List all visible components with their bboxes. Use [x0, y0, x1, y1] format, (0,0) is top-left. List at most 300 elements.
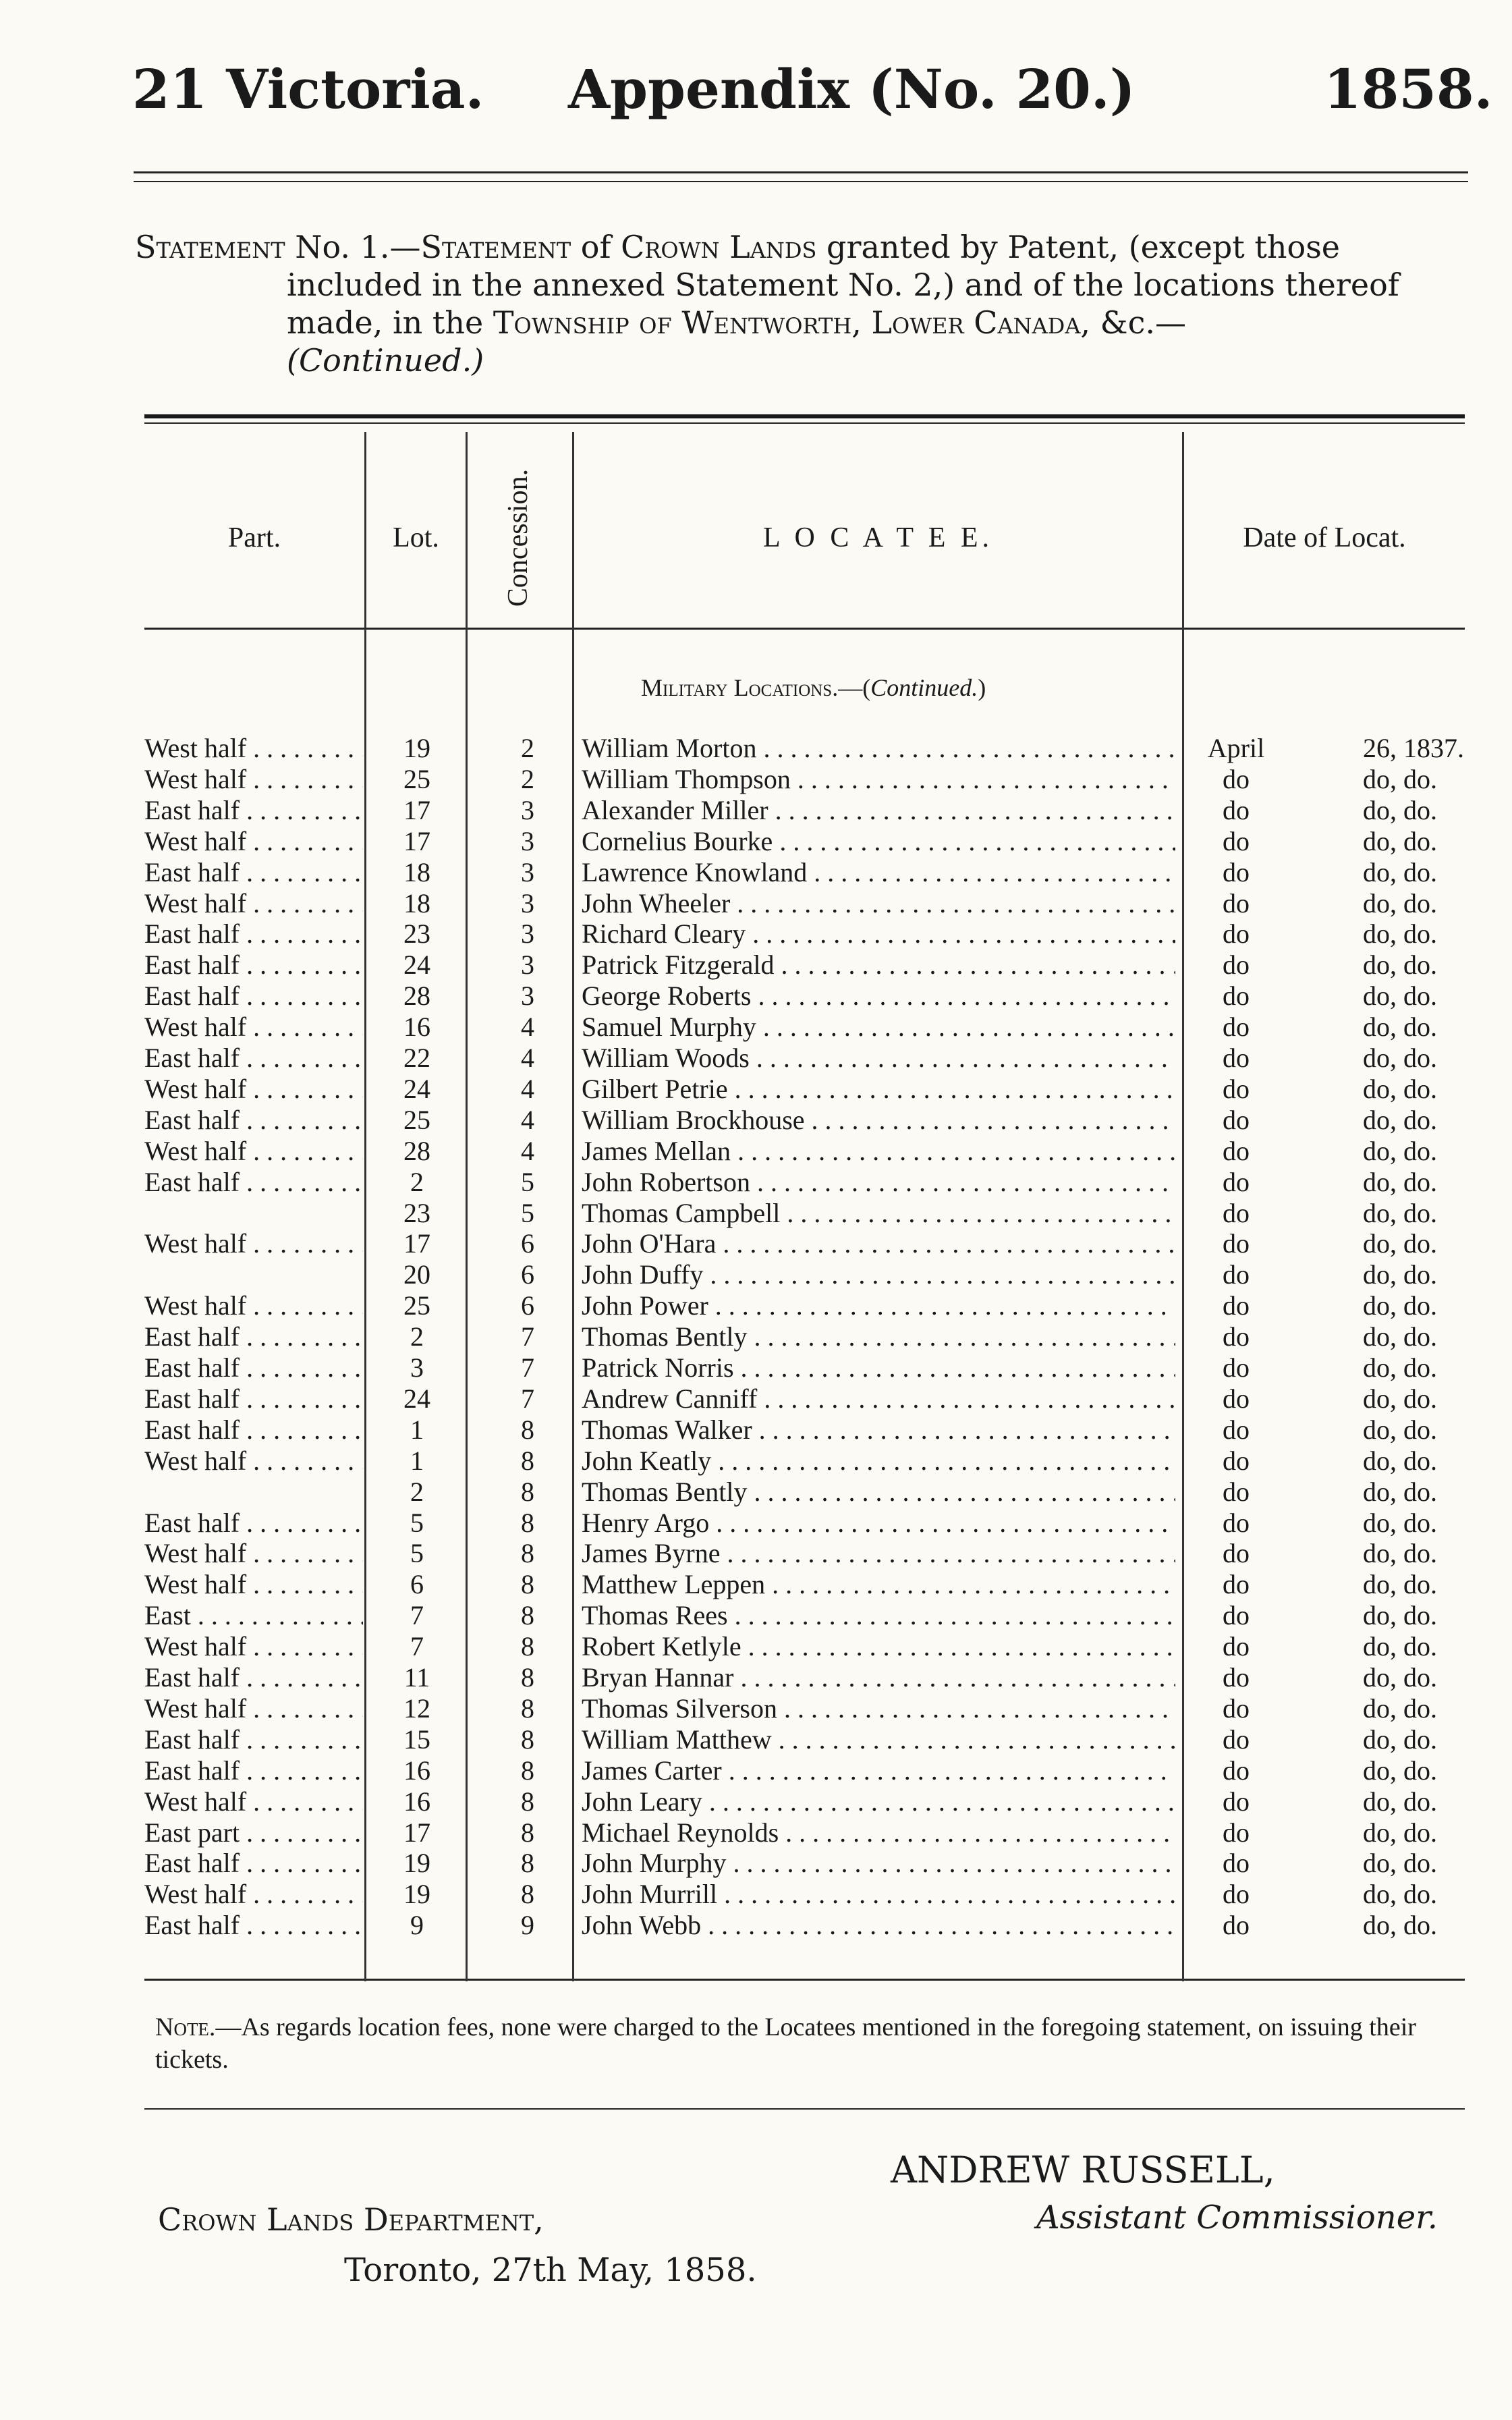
table-row [0, 1259, 1512, 1290]
table-row [0, 733, 1512, 764]
row-part: West half . . . [144, 1693, 363, 1724]
row-part: East half . . . [144, 1383, 363, 1414]
row-locatee: Matthew Leppen . . . [582, 1569, 1175, 1600]
table-row [0, 1105, 1512, 1136]
row-month: do [1223, 950, 1250, 980]
row-lot: 15 [403, 1724, 430, 1755]
row-day: do, [1363, 981, 1397, 1011]
row-day: do, [1363, 1259, 1397, 1290]
department: Crown Lands Department, [158, 2201, 544, 2238]
row-year: do. [1403, 1012, 1437, 1042]
row-locatee: George Roberts . . . [582, 981, 1175, 1012]
row-day: do, [1363, 1198, 1397, 1228]
statement-title [135, 228, 1467, 379]
row-concession: 4 [521, 1136, 534, 1166]
column-head-date: Date of Locat. [1243, 522, 1406, 553]
row-lot: 5 [410, 1538, 424, 1568]
row-month: do [1223, 1074, 1250, 1104]
row-year: do. [1403, 981, 1437, 1011]
header-rule-top [134, 171, 1468, 173]
row-year: do. [1403, 764, 1437, 794]
row-lot: 5 [410, 1508, 424, 1538]
row-concession: 8 [521, 1693, 534, 1724]
row-year: do. [1403, 1817, 1437, 1848]
row-year: do. [1403, 1043, 1437, 1073]
row-lot: 2 [410, 1167, 424, 1197]
row-year: do. [1403, 1352, 1437, 1383]
row-lot: 19 [403, 733, 430, 763]
row-month: do [1223, 1352, 1250, 1383]
row-concession: 3 [521, 888, 534, 918]
row-concession: 8 [521, 1538, 534, 1568]
row-concession: 8 [521, 1817, 534, 1848]
row-day: do, [1363, 888, 1397, 918]
row-year: do. [1403, 1383, 1437, 1414]
row-locatee: James Byrne . . . [582, 1538, 1175, 1569]
table-bottom-rule [144, 1979, 1465, 1981]
row-month: do [1223, 1538, 1250, 1568]
row-concession: 7 [521, 1383, 534, 1414]
row-month: do [1223, 1259, 1250, 1290]
title-line2: included in the annexed Statement No. 2,) and of the locations thereof [287, 267, 1399, 303]
row-day: do, [1363, 1755, 1397, 1786]
signer-title: Assistant Commissioner. [1036, 2199, 1438, 2236]
row-part: East half . . . [144, 857, 363, 888]
row-concession: 8 [521, 1569, 534, 1599]
row-day: do, [1363, 1383, 1397, 1414]
row-year: do. [1403, 795, 1437, 825]
row-locatee: Samuel Murphy . . . [582, 1012, 1175, 1043]
row-locatee: Thomas Rees . . . [582, 1600, 1175, 1631]
title-lead-rest: No. 1.— [285, 229, 421, 265]
row-locatee: John Robertson . . . [582, 1167, 1175, 1198]
note-text: —As regards location fees, none were charged to the Locatees mentioned in the foregoing statement, on issuing their tickets. [155, 2013, 1416, 2074]
table-row [0, 1569, 1512, 1600]
column-head-concession: Concession. [503, 468, 534, 607]
row-day: do, [1363, 1290, 1397, 1321]
row-part: East half . . . [144, 1662, 363, 1693]
row-month: do [1223, 1693, 1250, 1724]
row-day: do, [1363, 1136, 1397, 1166]
row-month: do [1223, 795, 1250, 825]
row-part: East half . . . [144, 1724, 363, 1755]
row-year: do. [1403, 1508, 1437, 1538]
row-lot: 28 [403, 981, 430, 1011]
row-locatee: Alexander Miller . . . [582, 795, 1175, 826]
table-row [0, 1167, 1512, 1198]
row-month: do [1223, 1012, 1250, 1042]
row-day: do, [1363, 1167, 1397, 1197]
row-locatee: Lawrence Knowland . . . [582, 857, 1175, 888]
row-locatee: Gilbert Petrie . . . [582, 1074, 1175, 1105]
table-row [0, 764, 1512, 795]
row-day: 26, [1363, 733, 1397, 763]
row-concession: 8 [521, 1755, 534, 1786]
row-locatee: Thomas Silverson . . . [582, 1693, 1175, 1724]
table-row [0, 1600, 1512, 1631]
table-row [0, 1074, 1512, 1105]
row-locatee: James Carter . . . [582, 1755, 1175, 1786]
row-concession: 3 [521, 950, 534, 980]
row-lot: 24 [403, 1074, 430, 1104]
row-part: East half . . . [144, 1352, 363, 1383]
row-day: do, [1363, 1043, 1397, 1073]
row-concession: 8 [521, 1414, 534, 1445]
row-concession: 3 [521, 918, 534, 949]
row-part: East half . . . [144, 1848, 363, 1879]
row-concession: 6 [521, 1259, 534, 1290]
row-lot: 17 [403, 795, 430, 825]
row-locatee: John Murrill . . . [582, 1879, 1175, 1910]
title-text1: of [571, 229, 621, 265]
row-lot: 16 [403, 1786, 430, 1817]
row-month: do [1223, 981, 1250, 1011]
row-day: do, [1363, 795, 1397, 825]
row-month: do [1223, 1136, 1250, 1166]
row-year: do. [1403, 1414, 1437, 1445]
row-year: do. [1403, 1074, 1437, 1104]
row-month: do [1223, 1848, 1250, 1878]
row-lot: 24 [403, 1383, 430, 1414]
row-month: do [1223, 1167, 1250, 1197]
table-row [0, 1352, 1512, 1383]
row-month: do [1223, 1755, 1250, 1786]
row-concession: 2 [521, 733, 534, 763]
table-row [0, 1817, 1512, 1848]
row-concession: 3 [521, 981, 534, 1011]
row-lot: 6 [410, 1569, 424, 1599]
table-row [0, 1414, 1512, 1446]
row-day: do, [1363, 1012, 1397, 1042]
row-concession: 8 [521, 1508, 534, 1538]
page-header-center: Appendix (No. 20.) [568, 57, 1136, 121]
title-statement: Statement [420, 229, 571, 265]
row-day: do, [1363, 1446, 1397, 1476]
row-part: East . . . [144, 1600, 363, 1631]
row-month: do [1223, 764, 1250, 794]
title-text2: granted by Patent, (except those [816, 229, 1341, 265]
note-bottom-rule [144, 2108, 1465, 2110]
row-year: do. [1403, 1693, 1437, 1724]
table-row [0, 1910, 1512, 1941]
row-year: do. [1403, 1786, 1437, 1817]
row-concession: 4 [521, 1074, 534, 1104]
row-lot: 12 [403, 1693, 430, 1724]
row-year: do. [1403, 1631, 1437, 1661]
row-part: East half . . . [144, 1105, 363, 1136]
row-year: do. [1403, 1105, 1437, 1135]
row-locatee: Patrick Norris . . . [582, 1352, 1175, 1383]
row-day: do, [1363, 1910, 1397, 1940]
row-month: do [1223, 1910, 1250, 1940]
row-lot: 24 [403, 950, 430, 980]
row-lot: 3 [410, 1352, 424, 1383]
row-month: do [1223, 888, 1250, 918]
row-part: East half . . . [144, 1321, 363, 1352]
row-concession: 2 [521, 764, 534, 794]
row-locatee: John Murphy . . . [582, 1848, 1175, 1879]
row-month: do [1223, 1105, 1250, 1135]
section-label-dash: —( [838, 674, 871, 701]
row-day: do, [1363, 1569, 1397, 1599]
row-month: do [1223, 1724, 1250, 1755]
row-year: do. [1403, 918, 1437, 949]
table-row [0, 1538, 1512, 1569]
page-header-left: 21 Victoria. [132, 57, 484, 121]
row-month: do [1223, 1569, 1250, 1599]
row-part: West half . . . [144, 1538, 363, 1569]
title-township: Township of Wentworth, Lower Canada, [493, 304, 1091, 341]
row-part: West half . . . [144, 733, 363, 764]
table-row [0, 1848, 1512, 1879]
row-concession: 8 [521, 1848, 534, 1878]
row-day: do, [1363, 1724, 1397, 1755]
table-row [0, 1228, 1512, 1259]
section-label-continued: Continued. [870, 674, 978, 701]
row-month: do [1223, 857, 1250, 887]
row-month: do [1223, 1879, 1250, 1909]
row-locatee: Bryan Hannar . . . [582, 1662, 1175, 1693]
row-locatee: William Morton . . . [582, 733, 1175, 764]
row-month: do [1223, 918, 1250, 949]
row-day: do, [1363, 1693, 1397, 1724]
row-part: West half . . . [144, 1290, 363, 1321]
row-year: do. [1403, 1228, 1437, 1259]
row-lot: 17 [403, 1817, 430, 1848]
section-label-end: ) [978, 674, 986, 701]
row-lot: 9 [410, 1910, 424, 1940]
row-day: do, [1363, 1352, 1397, 1383]
row-part: West half . . . [144, 1631, 363, 1662]
row-locatee: John Keatly . . . [582, 1446, 1175, 1477]
row-month: do [1223, 1043, 1250, 1073]
row-lot: 17 [403, 1228, 430, 1259]
table-row [0, 888, 1512, 919]
title-continued: (Continued.) [287, 342, 484, 379]
row-year: do. [1403, 1879, 1437, 1909]
row-concession: 7 [521, 1321, 534, 1352]
row-lot: 18 [403, 857, 430, 887]
row-locatee: John Webb . . . [582, 1910, 1175, 1941]
row-day: do, [1363, 1477, 1397, 1507]
row-part: East half . . . [144, 1910, 363, 1941]
row-part: East part . . . [144, 1817, 363, 1848]
row-lot: 2 [410, 1321, 424, 1352]
page-header-right: 1858. [1324, 57, 1493, 121]
table-row [0, 857, 1512, 888]
row-lot: 25 [403, 1290, 430, 1321]
row-lot: 20 [403, 1259, 430, 1290]
row-year: do. [1403, 1569, 1437, 1599]
row-concession: 9 [521, 1910, 534, 1940]
row-part: East half . . . [144, 1043, 363, 1074]
row-year: do. [1403, 1446, 1437, 1476]
row-lot: 7 [410, 1631, 424, 1661]
table-head-rule [144, 628, 1465, 630]
row-day: do, [1363, 1321, 1397, 1352]
row-concession: 3 [521, 857, 534, 887]
table-row [0, 1631, 1512, 1662]
row-lot: 17 [403, 826, 430, 856]
row-month: do [1223, 1600, 1250, 1630]
note-label: Note. [155, 2013, 216, 2041]
row-year: do. [1403, 1290, 1437, 1321]
table-row [0, 1043, 1512, 1074]
row-year: do. [1403, 826, 1437, 856]
row-lot: 25 [403, 764, 430, 794]
table-row [0, 1477, 1512, 1508]
row-day: do, [1363, 826, 1397, 856]
row-month: do [1223, 1477, 1250, 1507]
row-part: West half . . . [144, 1786, 363, 1817]
row-part: West half . . . [144, 1446, 363, 1477]
row-locatee: Richard Cleary . . . [582, 918, 1175, 950]
row-day: do, [1363, 1600, 1397, 1630]
row-year: do. [1403, 1477, 1437, 1507]
row-locatee: John Leary . . . [582, 1786, 1175, 1817]
table-row [0, 1508, 1512, 1539]
row-locatee: William Matthew . . . [582, 1724, 1175, 1755]
row-concession: 5 [521, 1198, 534, 1228]
row-part: West half . . . [144, 1879, 363, 1910]
table-row [0, 918, 1512, 950]
row-lot: 16 [403, 1012, 430, 1042]
row-concession: 8 [521, 1879, 534, 1909]
row-day: do, [1363, 764, 1397, 794]
row-month: do [1223, 1817, 1250, 1848]
row-locatee: James Mellan . . . [582, 1136, 1175, 1167]
row-locatee: Robert Ketlyle . . . [582, 1631, 1175, 1662]
row-year: 1837. [1403, 733, 1464, 763]
row-day: do, [1363, 1538, 1397, 1568]
row-part: West half . . . [144, 888, 363, 919]
row-day: do, [1363, 857, 1397, 887]
row-day: do, [1363, 1662, 1397, 1693]
row-concession: 4 [521, 1105, 534, 1135]
row-day: do, [1363, 1508, 1397, 1538]
section-label [641, 673, 986, 702]
row-part: West half . . . [144, 764, 363, 795]
row-concession: 6 [521, 1290, 534, 1321]
row-lot: 22 [403, 1043, 430, 1073]
row-concession: 8 [521, 1477, 534, 1507]
table-top-rule [144, 414, 1465, 418]
table-row [0, 1879, 1512, 1910]
row-concession: 8 [521, 1786, 534, 1817]
row-month: do [1223, 1508, 1250, 1538]
row-month: do [1223, 1198, 1250, 1228]
row-concession: 8 [521, 1724, 534, 1755]
row-day: do, [1363, 1786, 1397, 1817]
row-lot: 28 [403, 1136, 430, 1166]
table-row [0, 981, 1512, 1012]
table-row [0, 1321, 1512, 1352]
row-concession: 8 [521, 1631, 534, 1661]
row-day: do, [1363, 1414, 1397, 1445]
table-row [0, 1136, 1512, 1167]
row-day: do, [1363, 1074, 1397, 1104]
row-day: do, [1363, 1631, 1397, 1661]
row-lot: 25 [403, 1105, 430, 1135]
row-day: do, [1363, 1848, 1397, 1878]
title-line3a: made, in the [287, 304, 493, 341]
row-locatee: Thomas Campbell . . . [582, 1198, 1175, 1229]
row-month: do [1223, 1662, 1250, 1693]
row-lot: 19 [403, 1879, 430, 1909]
row-year: do. [1403, 950, 1437, 980]
table-row [0, 1662, 1512, 1693]
row-concession: 8 [521, 1446, 534, 1476]
row-day: do, [1363, 1879, 1397, 1909]
row-locatee: William Woods . . . [582, 1043, 1175, 1074]
table-row [0, 1693, 1512, 1724]
row-concession: 8 [521, 1600, 534, 1630]
header-rule-bottom [134, 181, 1468, 182]
row-locatee: Thomas Walker . . . [582, 1414, 1175, 1446]
row-part: West half . . . [144, 1012, 363, 1043]
table-row [0, 950, 1512, 981]
column-head-lot: Lot. [393, 522, 439, 553]
row-month: do [1223, 1631, 1250, 1661]
row-year: do. [1403, 1724, 1437, 1755]
row-month: do [1223, 1383, 1250, 1414]
row-concession: 8 [521, 1662, 534, 1693]
table-row [0, 1446, 1512, 1477]
row-lot: 7 [410, 1600, 424, 1630]
row-part: East half . . . [144, 1508, 363, 1539]
signer-name: ANDREW RUSSELL, [891, 2149, 1275, 2191]
row-lot: 18 [403, 888, 430, 918]
table-row [0, 1755, 1512, 1786]
title-lead: Statement [135, 229, 285, 265]
table-row [0, 1383, 1512, 1414]
row-locatee: Cornelius Bourke . . . [582, 826, 1175, 857]
row-part: East half . . . [144, 1414, 363, 1446]
row-lot: 11 [403, 1662, 430, 1693]
row-locatee: John Power . . . [582, 1290, 1175, 1321]
row-part: West half . . . [144, 1228, 363, 1259]
row-part: East half . . . [144, 981, 363, 1012]
row-month: do [1223, 1446, 1250, 1476]
row-part: East half . . . [144, 918, 363, 950]
row-day: do, [1363, 950, 1397, 980]
row-part: East half . . . [144, 1755, 363, 1786]
row-day: do, [1363, 918, 1397, 949]
row-lot: 23 [403, 1198, 430, 1228]
row-part: West half . . . [144, 826, 363, 857]
row-year: do. [1403, 1259, 1437, 1290]
table-row [0, 795, 1512, 826]
table-row [0, 1724, 1512, 1755]
title-line3b: &c.— [1090, 304, 1186, 341]
row-day: do, [1363, 1105, 1397, 1135]
row-part: West half . . . [144, 1569, 363, 1600]
row-year: do. [1403, 1321, 1437, 1352]
row-locatee: Andrew Canniff . . . [582, 1383, 1175, 1414]
row-locatee: Thomas Bently . . . [582, 1321, 1175, 1352]
row-concession: 7 [521, 1352, 534, 1383]
row-month: do [1223, 826, 1250, 856]
row-month: April [1207, 733, 1265, 763]
row-lot: 2 [410, 1477, 424, 1507]
table-row [0, 1012, 1512, 1043]
row-locatee: John Wheeler . . . [582, 888, 1175, 919]
row-year: do. [1403, 1136, 1437, 1166]
table-row [0, 1786, 1512, 1817]
row-year: do. [1403, 1198, 1437, 1228]
row-locatee: William Thompson . . . [582, 764, 1175, 795]
row-lot: 16 [403, 1755, 430, 1786]
